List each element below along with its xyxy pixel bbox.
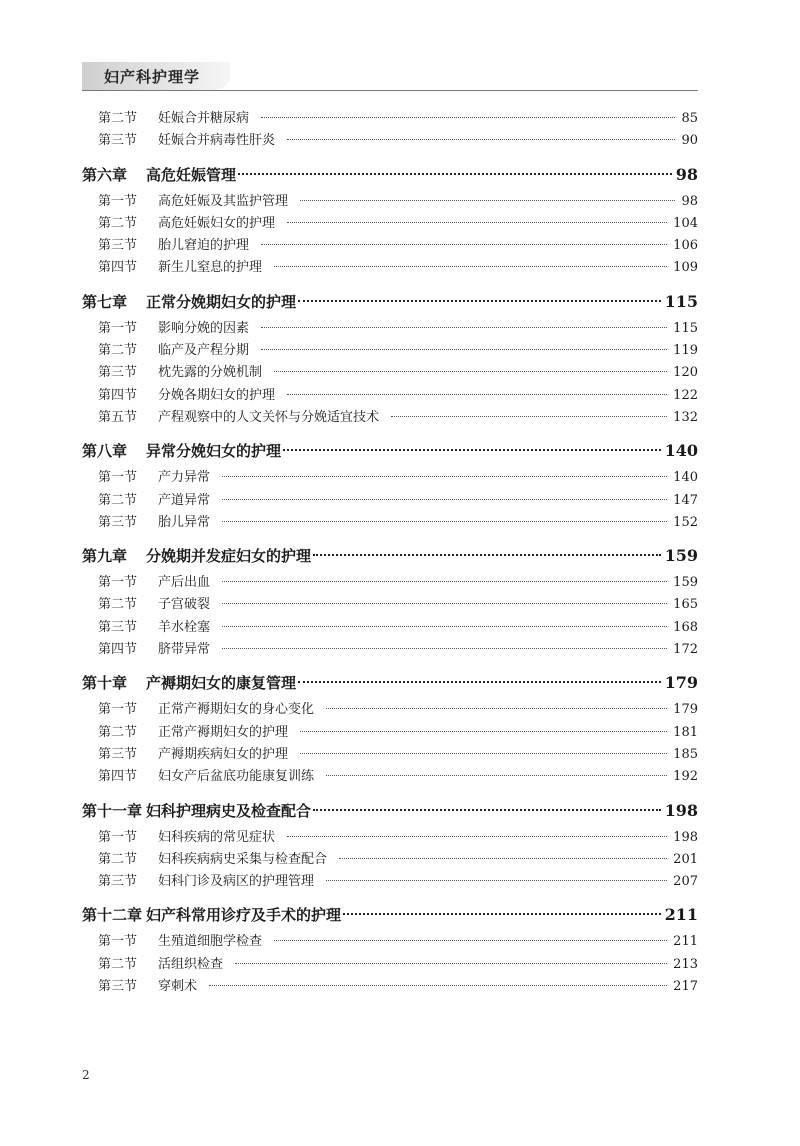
dot-leader	[300, 731, 667, 732]
toc-chapter-entry[interactable]	[82, 543, 698, 569]
section-number: 第二节	[98, 215, 138, 231]
toc-section-entry[interactable]	[82, 871, 698, 893]
section-title: 穿刺术	[158, 979, 198, 995]
page-ref: 119	[673, 343, 698, 359]
page-ref: 147	[673, 492, 698, 508]
toc-section-entry[interactable]	[82, 235, 698, 257]
section-number: 第三节	[98, 238, 138, 254]
dot-leader	[222, 648, 667, 649]
dot-leader	[313, 554, 661, 556]
toc-section-entry[interactable]	[82, 257, 698, 279]
page-ref: 165	[673, 597, 698, 613]
page-ref: 207	[673, 874, 698, 890]
page-ref: 152	[673, 514, 698, 530]
page-ref: 211	[664, 905, 698, 925]
toc-chapter-entry[interactable]	[82, 289, 698, 315]
chapter-title: 正常分娩期妇女的护理	[146, 292, 297, 311]
page-ref: 201	[673, 851, 698, 867]
dot-leader	[222, 603, 667, 604]
page-ref: 140	[673, 470, 698, 486]
dot-leader	[313, 809, 661, 811]
toc-chapter-entry[interactable]	[82, 798, 698, 824]
section-title: 脐带异常	[158, 642, 211, 658]
page-ref: 213	[673, 956, 698, 972]
toc-section-entry[interactable]	[82, 931, 698, 953]
section-title: 羊水栓塞	[158, 619, 211, 635]
page-ref: 90	[681, 133, 698, 149]
toc-chapter-entry[interactable]	[82, 902, 698, 928]
dot-leader	[222, 521, 667, 522]
page-ref: 140	[664, 441, 698, 461]
section-number: 第一节	[98, 702, 138, 718]
toc-chapter-entry[interactable]	[82, 162, 698, 188]
section-title: 胎儿异常	[158, 514, 211, 530]
toc-section-entry[interactable]	[82, 362, 698, 384]
page-ref: 159	[673, 575, 698, 591]
dot-leader	[274, 371, 667, 372]
section-number: 第三节	[98, 746, 138, 762]
page-ref: 172	[673, 642, 698, 658]
section-title: 产程观察中的人文关怀与分娩适宜技术	[158, 409, 380, 425]
dot-leader	[238, 173, 672, 175]
toc-section-entry[interactable]	[82, 130, 698, 152]
page-ref: 109	[673, 260, 698, 276]
dot-leader	[300, 753, 667, 754]
page-ref: 122	[673, 387, 698, 403]
page-ref: 217	[673, 979, 698, 995]
dot-leader	[326, 775, 667, 776]
page-ref: 185	[673, 746, 698, 762]
chapter-number: 第十章	[82, 674, 128, 693]
section-title: 产褥期疾病妇女的护理	[158, 746, 289, 762]
toc-section-entry[interactable]	[82, 108, 698, 130]
toc-section-entry[interactable]	[82, 385, 698, 407]
section-title: 活组织检查	[158, 956, 224, 972]
toc-section-entry[interactable]	[82, 722, 698, 744]
section-number: 第二节	[98, 724, 138, 740]
dot-leader	[298, 300, 661, 302]
page-ref: 179	[664, 673, 698, 693]
chapter-number: 第十二章	[82, 906, 143, 925]
section-title: 生殖道细胞学检查	[158, 934, 263, 950]
section-title: 产道异常	[158, 492, 211, 508]
section-title: 正常产褥期妇女的护理	[158, 724, 289, 740]
dot-leader	[339, 858, 667, 859]
chapter-title: 分娩期并发症妇女的护理	[146, 547, 312, 566]
toc-section-entry[interactable]	[82, 594, 698, 616]
section-number: 第二节	[98, 597, 138, 613]
section-number: 第三节	[98, 365, 138, 381]
section-number: 第一节	[98, 934, 138, 950]
toc-section-entry[interactable]	[82, 766, 698, 788]
section-title: 妇女产后盆底功能康复训练	[158, 769, 315, 785]
dot-leader	[287, 836, 667, 837]
toc-section-entry[interactable]	[82, 572, 698, 594]
page-ref: 192	[673, 769, 698, 785]
section-number: 第三节	[98, 514, 138, 530]
section-number: 第一节	[98, 193, 138, 209]
dot-leader	[209, 985, 667, 986]
section-title: 妊娠合并病毒性肝炎	[158, 133, 276, 149]
section-title: 高危妊娠及其监护管理	[158, 193, 289, 209]
toc-section-entry[interactable]	[82, 617, 698, 639]
toc-section-entry[interactable]	[82, 191, 698, 213]
section-title: 妇科疾病的常见症状	[158, 829, 276, 845]
section-title: 产后出血	[158, 575, 211, 591]
section-number: 第三节	[98, 979, 138, 995]
chapter-number: 第八章	[82, 442, 128, 461]
chapter-number: 第九章	[82, 547, 128, 566]
toc-section-entry[interactable]	[82, 976, 698, 998]
dot-leader	[274, 940, 667, 941]
page-ref: 98	[681, 193, 698, 209]
dot-leader	[274, 266, 667, 267]
chapter-title: 妇产科常用诊疗及手术的护理	[146, 906, 342, 925]
section-title: 新生儿窒息的护理	[158, 260, 263, 276]
toc-section-entry[interactable]	[82, 318, 698, 340]
toc-section-entry[interactable]	[82, 512, 698, 534]
page-ref: 198	[673, 829, 698, 845]
dot-leader	[222, 626, 667, 627]
dot-leader	[261, 244, 667, 245]
page-ref: 132	[673, 409, 698, 425]
section-number: 第二节	[98, 343, 138, 359]
chapter-number: 第七章	[82, 292, 128, 311]
toc-section-entry[interactable]	[82, 407, 698, 429]
page-ref: 85	[681, 111, 698, 126]
section-number: 第二节	[98, 492, 138, 508]
page-ref: 211	[673, 934, 698, 950]
toc-section-entry[interactable]	[82, 340, 698, 362]
page-ref: 198	[664, 800, 698, 820]
page-ref: 104	[673, 215, 698, 231]
dot-leader	[300, 200, 675, 201]
section-number: 第五节	[98, 409, 138, 425]
dot-leader	[287, 222, 667, 223]
toc-section-entry[interactable]	[82, 954, 698, 976]
section-number: 第一节	[98, 470, 138, 486]
toc-section-entry[interactable]	[82, 467, 698, 489]
toc-section-entry[interactable]	[82, 639, 698, 661]
section-title: 妇科门诊及病区的护理管理	[158, 874, 315, 890]
page-ref: 179	[673, 702, 698, 718]
header-rule	[82, 90, 698, 91]
section-number: 第一节	[98, 829, 138, 845]
toc-chapter-entry[interactable]	[82, 670, 698, 696]
dot-leader	[287, 139, 675, 140]
section-title: 妇科疾病病史采集与检查配合	[158, 851, 328, 867]
page-ref: 115	[673, 320, 698, 336]
chapter-title: 妇科护理病史及检查配合	[146, 801, 312, 820]
section-number: 第二节	[98, 851, 138, 867]
chapter-title: 产褥期妇女的康复管理	[146, 674, 297, 693]
section-number: 第四节	[98, 387, 138, 403]
toc-section-entry[interactable]	[82, 827, 698, 849]
section-number: 第二节	[98, 111, 138, 126]
dot-leader	[222, 476, 667, 477]
dot-leader	[343, 913, 661, 915]
section-title: 正常产褥期妇女的身心变化	[158, 702, 315, 718]
book-title: 妇产科护理学	[104, 68, 201, 86]
section-number: 第四节	[98, 769, 138, 785]
dot-leader	[222, 581, 667, 582]
page-ref: 106	[673, 238, 698, 254]
table-of-contents	[82, 108, 698, 998]
dot-leader	[287, 394, 667, 395]
dot-leader	[222, 499, 667, 500]
page-ref: 98	[675, 164, 698, 184]
page-ref: 159	[664, 546, 698, 566]
dot-leader	[298, 681, 661, 683]
dot-leader	[326, 708, 667, 709]
page-ref: 120	[673, 365, 698, 381]
section-title: 妊娠合并糖尿病	[158, 111, 250, 126]
section-number: 第四节	[98, 642, 138, 658]
section-number: 第二节	[98, 956, 138, 972]
chapter-number: 第六章	[82, 165, 128, 184]
section-title: 临产及产程分期	[158, 343, 250, 359]
toc-section-entry[interactable]	[82, 490, 698, 512]
page-ref: 115	[664, 291, 698, 311]
dot-leader	[261, 327, 667, 328]
chapter-title: 高危妊娠管理	[146, 165, 237, 184]
section-number: 第一节	[98, 320, 138, 336]
section-title: 枕先露的分娩机制	[158, 365, 263, 381]
section-number: 第一节	[98, 575, 138, 591]
toc-section-entry[interactable]	[82, 744, 698, 766]
section-number: 第三节	[98, 874, 138, 890]
dot-leader	[235, 963, 667, 964]
chapter-title: 异常分娩妇女的护理	[146, 442, 282, 461]
section-title: 高危妊娠妇女的护理	[158, 215, 276, 231]
dot-leader	[283, 449, 661, 451]
section-title: 产力异常	[158, 470, 211, 486]
dot-leader	[261, 117, 675, 118]
page-ref: 168	[673, 619, 698, 635]
toc-chapter-entry[interactable]	[82, 438, 698, 464]
section-title: 胎儿窘迫的护理	[158, 238, 250, 254]
dot-leader	[326, 880, 667, 881]
page-ref: 181	[673, 724, 698, 740]
page-number: 2	[82, 1068, 90, 1082]
section-title: 子宫破裂	[158, 597, 211, 613]
running-header	[82, 62, 698, 92]
section-title: 影响分娩的因素	[158, 320, 250, 336]
section-number: 第三节	[98, 619, 138, 635]
dot-leader	[391, 416, 667, 417]
section-title: 分娩各期妇女的护理	[158, 387, 276, 403]
toc-section-entry[interactable]	[82, 849, 698, 871]
dot-leader	[261, 349, 667, 350]
section-number: 第三节	[98, 133, 138, 149]
toc-section-entry[interactable]	[82, 699, 698, 721]
chapter-number: 第十一章	[82, 801, 143, 820]
toc-section-entry[interactable]	[82, 213, 698, 235]
section-number: 第四节	[98, 260, 138, 276]
